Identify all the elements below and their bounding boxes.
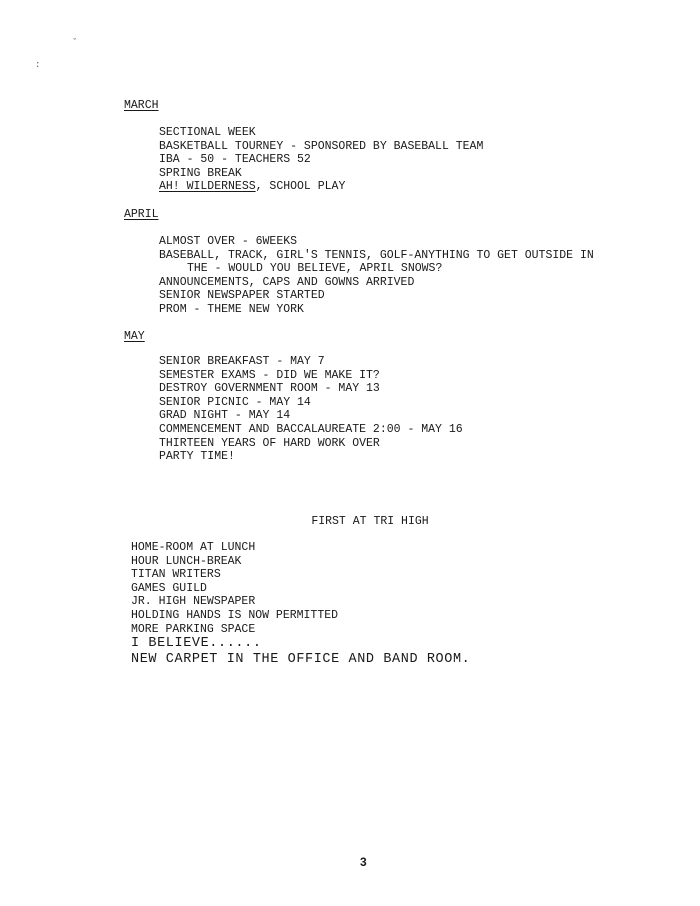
list-item: PARTY TIME! [159,450,235,464]
list-item: THIRTEEN YEARS OF HARD WORK OVER [159,436,380,450]
section-heading-may: MAY [124,330,145,343]
list-item: DESTROY GOVERNMENT ROOM - MAY 13 [159,382,380,396]
list-item: NEW CARPET IN THE OFFICE AND BAND ROOM. [131,652,471,668]
play-title: AH! WILDERNESS [159,180,256,194]
may-list [159,355,463,464]
list-item: MORE PARKING SPACE [131,622,256,636]
list-item: HOLDING HANDS IS NOW PERMITTED [131,608,339,622]
list-item: HOUR LUNCH-BREAK [131,554,242,568]
list-item: HOME-ROOM AT LUNCH [131,541,256,554]
list-item: SENIOR NEWSPAPER STARTED [159,289,325,303]
list-item: GRAD NIGHT - MAY 14 [159,409,291,423]
list-item: IBA - 50 - TEACHERS 52 [159,153,311,167]
list-item: JR. HIGH NEWSPAPER [131,595,256,609]
list-item: SEMESTER EXAMS - DID WE MAKE IT? [159,368,380,382]
list-item: ANNOUNCEMENTS, CAPS AND GOWNS ARRIVED [159,275,415,289]
list-item: SPRING BREAK [159,166,242,180]
april-list [159,235,594,317]
page-number: 3 [360,855,367,869]
list-item: I BELIEVE...... [131,636,262,652]
list-item-continuation: THE - WOULD YOU BELIEVE, APRIL SNOWS? [187,262,443,276]
list-item: GAMES GUILD [131,581,207,595]
section-heading-march: MARCH [124,99,159,112]
list-item: SECTIONAL WEEK [159,126,256,139]
march-list [159,126,483,194]
scan-speck: ˇ [72,38,78,48]
list-item: PROM - THEME NEW YORK [159,302,304,316]
list-item-school-play [159,180,483,194]
list-item: COMMENCEMENT AND BACCALAUREATE 2:00 - MAY 16 [159,422,463,436]
scan-speck: : [35,60,41,70]
firsts-list [131,541,470,668]
list-item: TITAN WRITERS [131,568,221,582]
list-item: SENIOR PICNIC - MAY 14 [159,395,311,409]
list-item: BASKETBALL TOURNEY - SPONSORED BY BASEBALL TEAM [159,139,484,153]
section-heading-april: APRIL [124,208,159,221]
list-item: SENIOR BREAKFAST - MAY 7 [159,355,325,368]
firsts-title: FIRST AT TRI HIGH [311,515,429,528]
play-suffix: , SCHOOL PLAY [255,180,346,194]
list-item: ALMOST OVER - 6WEEKS [159,235,298,248]
list-item: BASEBALL, TRACK, GIRL'S TENNIS, GOLF-ANYTHING TO GET OUTSIDE IN [159,248,594,262]
